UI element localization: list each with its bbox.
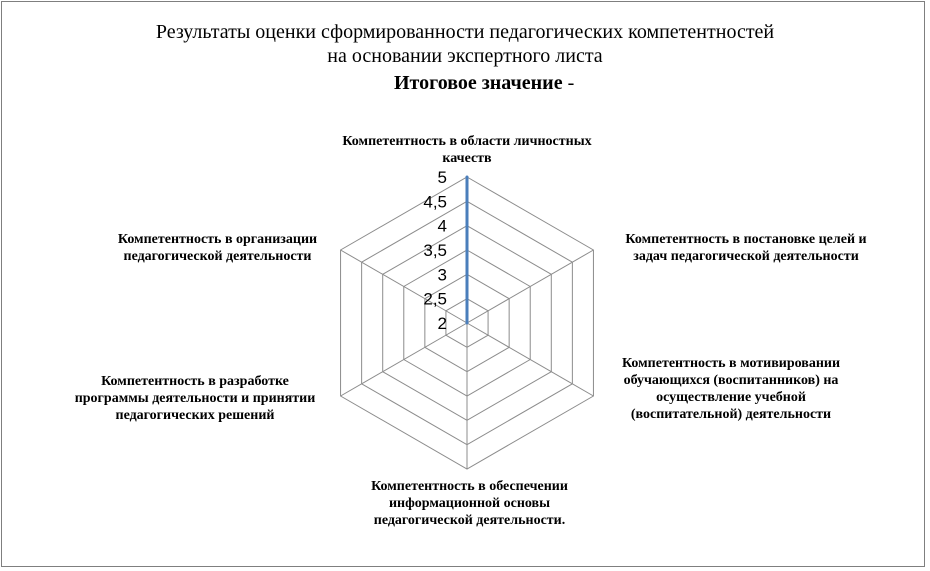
axis-label-2-line-3: (воспитательной) деятельности [630,407,832,422]
axis-label-4 [45,373,345,424]
tick-label-6: 5 [437,168,447,187]
axis-label-5-line-0: Компетентность в организации [117,232,318,247]
axis-label-4-line-2: педагогических решений [115,408,275,423]
axis-label-1-line-0: Компетентность в постановке целей и [625,232,867,247]
axis-label-2-line-1: обучающихся (воспитанников) на [623,373,839,388]
axis-label-2-line-0: Компетентность в мотивировании [621,356,841,371]
axis-label-4-line-0: Компетентность в разработке [101,374,289,389]
tick-label-0: 2 [437,314,447,333]
tick-label-3: 3,5 [423,241,447,260]
axis-label-3-line-1: информационной основы [388,496,551,511]
axis-label-3-line-2: педагогической деятельности. [373,513,566,528]
axis-label-0-line-0: Компетентность в области личностных [342,134,592,149]
tick-label-1: 2,5 [423,289,447,309]
axis-label-5-line-1: педагогической деятельности [123,249,312,264]
axis-label-3-line-0: Компетентность в обеспечении [371,479,568,494]
axis-label-5 [90,231,345,265]
tick-label-5: 4,5 [423,192,447,212]
axis-label-3 [347,478,592,529]
chart-title-line-2: на основании экспертного листа [327,45,603,67]
axis-label-4-line-1: программы деятельности и принятии [74,391,316,406]
chart-subtitle-suffix: - [562,72,575,94]
axis-label-0-line-1: качеств [442,151,492,166]
axis-label-1 [596,231,896,265]
axis-label-2-line-2: осуществление учебной [656,390,806,405]
axis-label-1-line-1: задач педагогической деятельности [633,249,859,264]
tick-label-2: 3 [437,265,447,285]
chart-title-line-1: Результаты оценки сформированности педагогических компетентностей [155,21,775,43]
axis-label-2 [596,355,866,423]
chart-subtitle-text: Итоговое значение [394,72,563,94]
tick-label-4: 4 [437,216,447,236]
axis-label-0 [317,133,617,167]
